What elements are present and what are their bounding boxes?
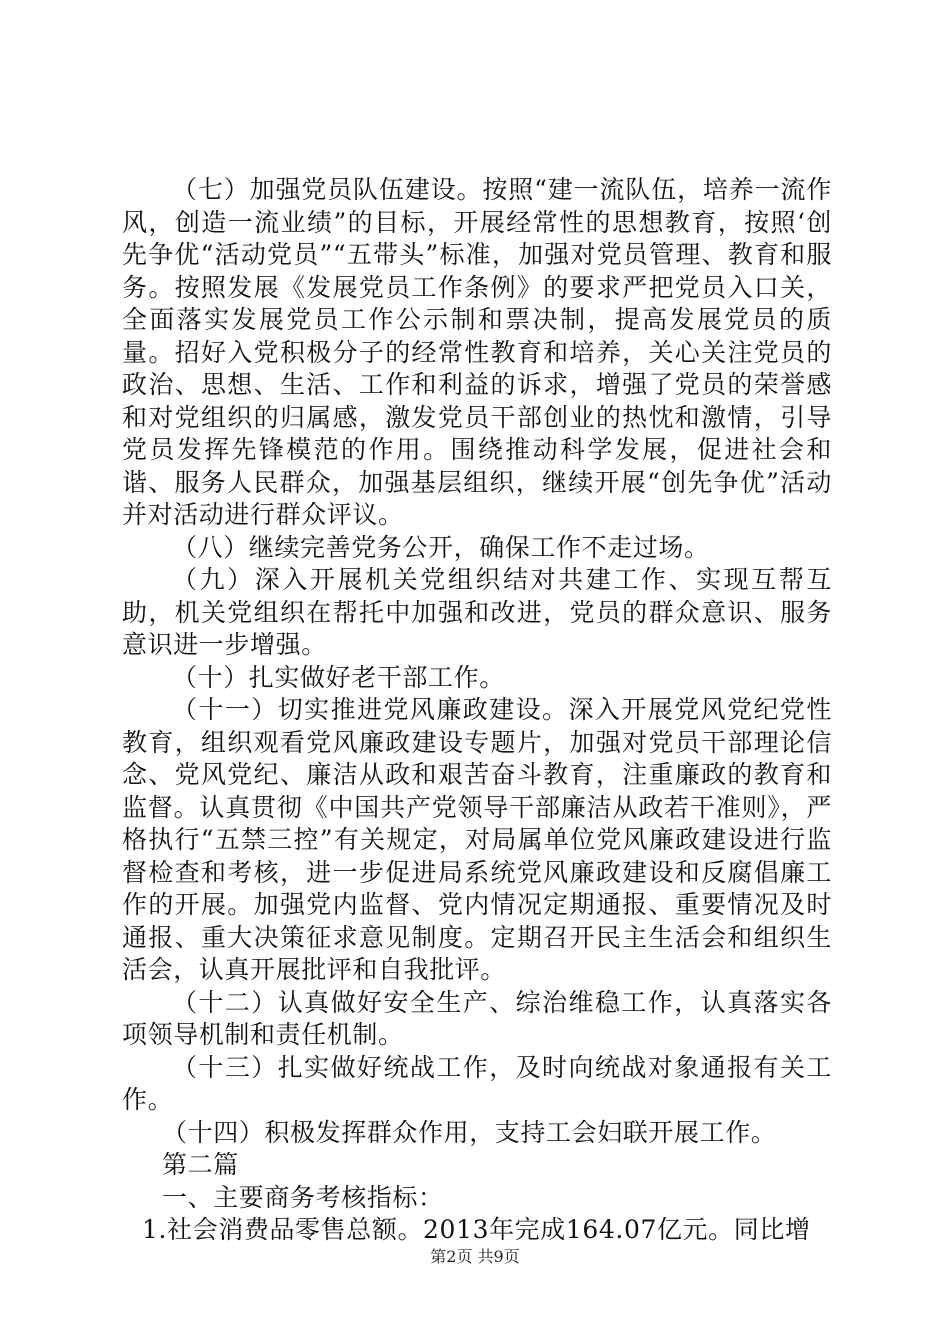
section-heading-part-two: 第二篇 bbox=[162, 1150, 239, 1179]
paragraph-seven: （七）加强党员队伍建设。按照“建一流队伍，培养一流作风，创造一流业绩”的目标，开展经常性的思想教育，按照‘创先争优“活动党员”“五带头”标准，加强对党员管理、教育和服务。按照发展《发展党员工作条例》的要求严把党员入口关，全面落实发展党员工作公示制和票决制，提高发展党员的质量。招好入党积极分子的经常性教育和培养，关心关注党员的政治、思想、生活、工作和利益的诉求，增强了党员的荣誉感和对党组织的归属感，激发党员干部创业的热忱和激情，引导党员发挥先锋模范的作用。围绕推动科学发展，促进社会和谐、服务人民群众，加强基层组织，继续开展“创先争优”活动并对活动进行群众评议。 bbox=[122, 175, 832, 529]
paragraph-eleven: （十一）切实推进党风廉政建设。深入开展党风党纪党性教育，组织观看党风廉政建设专题片，加强对党员干部理论信念、党风党纪、廉洁从政和艰苦奋斗教育，注重廉政的教育和监督。认真贯彻《中国共产党领导干部廉洁从政若干准则》，严格执行“五禁三控”有关规定，对局属单位党风廉政建设进行监督检查和考核，进一步促进局系统党风廉政建设和反腐倡廉工作的开展。加强党内监督、党内情况定期通报、重要情况及时通报、重大决策征求意见制度。定期召开民主生活会和组织生活会，认真开展批评和自我批评。 bbox=[122, 695, 832, 984]
subsection-heading-indicators: 一、主要商务考核指标： bbox=[162, 1182, 444, 1212]
paragraph-eight: （八）继续完善党务公开，确保工作不走过场。 bbox=[172, 532, 710, 562]
paragraph-nine: （九）深入开展机关党组织结对共建工作、实现互帮互助，机关党组织在帮托中加强和改进，党员的群众意识、服务意识进一步增强。 bbox=[122, 565, 832, 659]
page-number-footer: 第2页 共9页 bbox=[430, 1247, 520, 1266]
paragraph-twelve: （十二）认真做好安全生产、综治维稳工作，认真落实各项领导机制和责任机制。 bbox=[122, 987, 832, 1049]
paragraph-ten: （十）扎实做好老干部工作。 bbox=[172, 662, 505, 692]
document-body bbox=[122, 174, 832, 1247]
paragraph-fourteen: （十四）积极发挥群众作用，支持工会妇联开展工作。 bbox=[162, 1117, 777, 1147]
paragraph-retail-sales: 1.社会消费品零售总额。2013年完成164.07亿元。同比增 bbox=[142, 1215, 811, 1244]
paragraph-thirteen: （十三）扎实做好统战工作，及时向统战对象通报有关工作。 bbox=[122, 1052, 832, 1114]
